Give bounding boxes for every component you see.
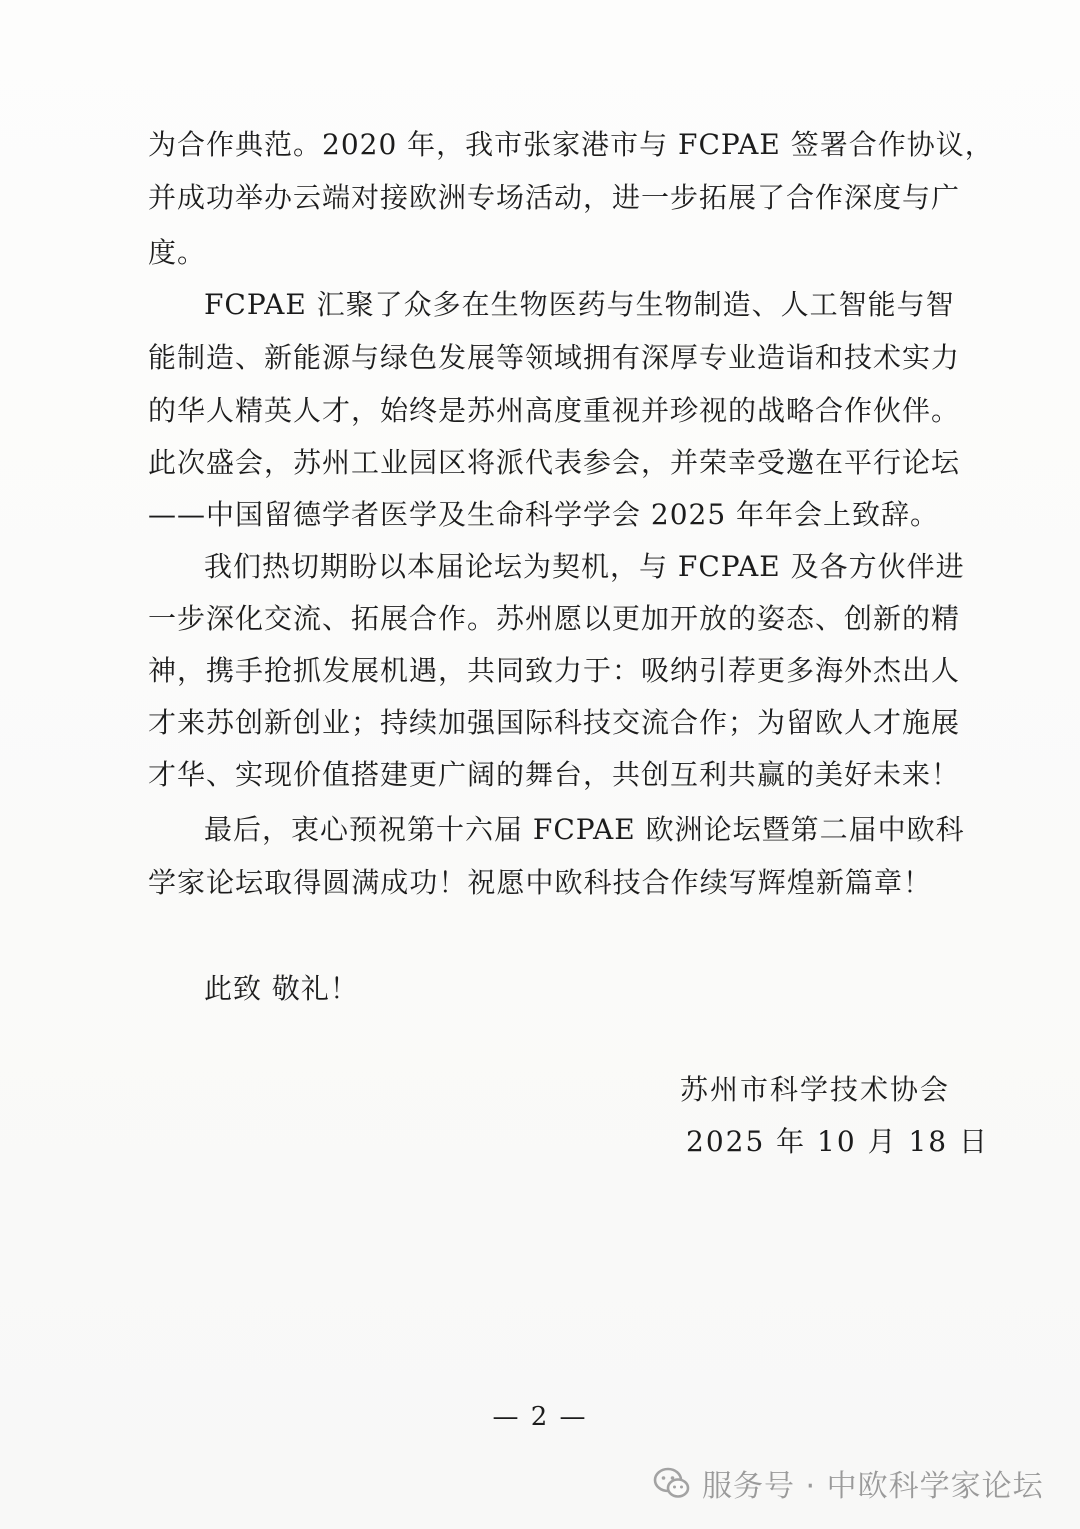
wechat-icon [652,1463,692,1503]
paragraph-3-line-4: 才来苏创新创业；持续加强国际科技交流合作；为留欧人才施展 [148,706,961,739]
paragraph-2-line-4: 此次盛会，苏州工业园区将派代表参会，并荣幸受邀在平行论坛 [148,446,961,479]
paragraph-3-line-5: 才华、实现价值搭建更广阔的舞台，共创互利共赢的美好未来！ [148,758,961,791]
paragraph-3-line-2: 一步深化交流、拓展合作。苏州愿以更加开放的姿态、创新的精 [148,602,961,635]
paragraph-2-line-3: 的华人精英人才，始终是苏州高度重视并珍视的战略合作伙伴。 [148,394,961,427]
watermark [652,1458,1044,1508]
paragraph-4-line-2: 学家论坛取得圆满成功！祝愿中欧科技合作续写辉煌新篇章！ [148,866,932,899]
paragraph-1-line-2: 并成功举办云端对接欧洲专场活动，进一步拓展了合作深度与广 [148,181,961,214]
paragraph-2-line-1: FCPAE 汇聚了众多在生物医药与生物制造、人工智能与智 [204,288,955,321]
signature-organization: 苏州市科学技术协会 [680,1073,951,1106]
signature-date: 2025 年 10 月 18 日 [686,1125,990,1158]
paragraph-2-line-5: ——中国留德学者医学及生命科学学会 2025 年年会上致辞。 [148,498,940,531]
paragraph-4-line-1: 最后，衷心预祝第十六届 FCPAE 欧洲论坛暨第二届中欧科 [204,813,965,846]
paragraph-3-line-3: 神，携手抢抓发展机遇，共同致力于：吸纳引荐更多海外杰出人 [148,654,961,687]
closing-salutation: 此致 敬礼！ [204,972,359,1005]
watermark-text: 服务号 · 中欧科学家论坛 [702,1469,1044,1504]
page-number: — 2 — [492,1402,588,1432]
paragraph-2-line-2: 能制造、新能源与绿色发展等领域拥有深厚专业造诣和技术实力 [148,341,961,374]
paragraph-1-line-3: 度。 [148,236,207,269]
paragraph-3-line-1: 我们热切期盼以本届论坛为契机，与 FCPAE 及各方伙伴进 [204,550,965,583]
paragraph-1-line-1: 为合作典范。2020 年，我市张家港市与 FCPAE 签署合作协议， [148,128,994,161]
